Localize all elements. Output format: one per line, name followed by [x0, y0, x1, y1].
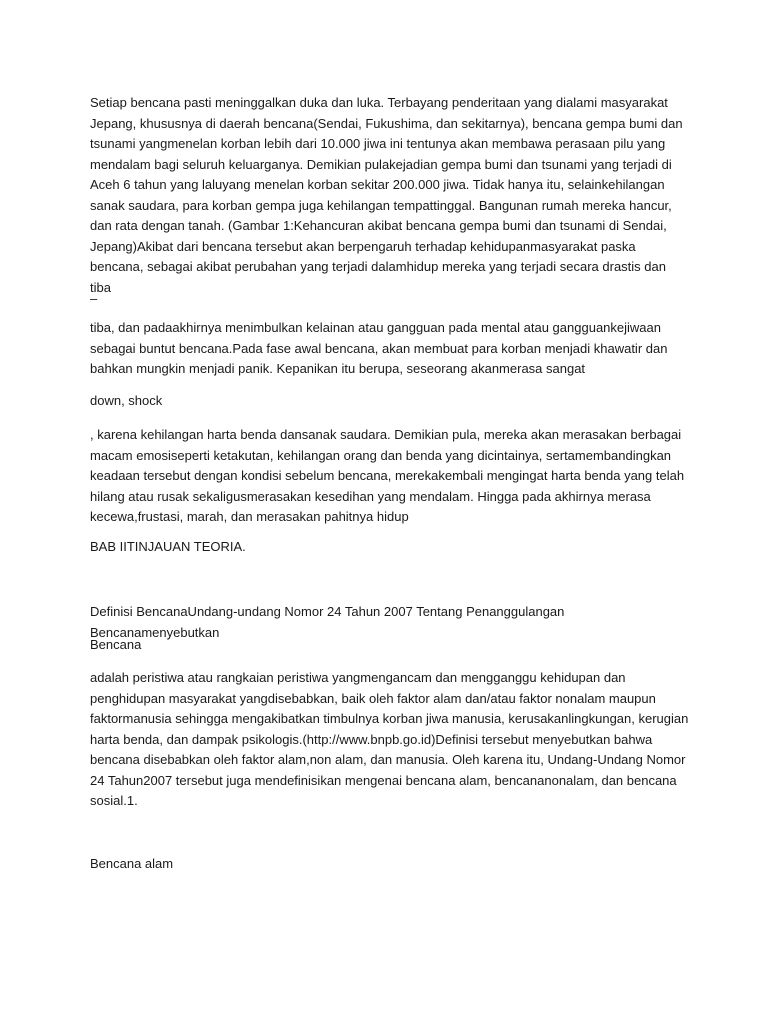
paragraph-term-bencana: Bencana [90, 637, 142, 652]
paragraph-mental-effects: tiba, dan padaakhirnya menimbulkan kelainan atau gangguan pada mental atau gangguankejiwaan sebagai buntut bencana.Pada fase awal bencana, akan membuat para korban menjadi khawatir dan bahkan mungkin menjadi panik. Kepanikan itu berupa, seseorang akanmerasa sangat [90, 320, 668, 376]
paragraph-definition: adalah peristiwa atau rangkaian peristiwa yangmengancam dan mengganggu kehidupan dan penghidupan masyarakat yangdisebabkan, baik oleh faktor alam dan/atau faktor nonalam maupun faktormanusia sehingga mengakibatkan timbulnya korban jiwa manusia, kerusakanlingkungan, kerugian harta benda, dan dampak psikologis.(http://www.bnpb.go.id)Definisi tersebut menyebutkan bahwa bencana disebabkan oleh faktor alam,non alam, dan manusia. Oleh karena itu, Undang-Undang Nomor 24 Tahun2007 tersebut juga mendefinisikan mengenai bencana alam, bencananonalam, dan bencana sosial.1. [90, 670, 689, 808]
paragraph-down-shock: down, shock [90, 393, 163, 408]
paragraph-definition-intro: Definisi BencanaUndang-undang Nomor 24 Tahun 2007 Tentang Penanggulangan Bencanamenyebutkan [90, 604, 565, 640]
paragraph-emotions: , karena kehilangan harta benda dansanak saudara. Demikian pula, mereka akan merasakan berbagai macam emosiseperti ketakutan, kehilangan orang dan benda yang dicintainya, sertamembandingkan keadaan tersebut dengan kondisi sebelum bencana, merekakembali mengingat harta benda yang telah hilang atau rusak sekaligusmerasakan kesedihan yang mendalam. Hingga pada akhirnya merasa kecewa,frustasi, marah, dan merasakan pahitnya hidup [90, 427, 685, 524]
paragraph-intro: Setiap bencana pasti meninggalkan duka dan luka. Terbayang penderitaan yang dialami masyarakat Jepang, khususnya di daerah bencana(Sendai, Fukushima, dan sekitarnya), bencana gempa bumi dan tsunami yangmenelan korban lebih dari 10.000 jiwa ini tentunya akan membawa perasaan pilu yang mendalam bagi seluruh keluarganya. Demikian pulakejadian gempa bumi dan tsunami yang terjadi di Aceh 6 tahun yang laluyang menelan korban sekitar 200.000 jiwa. Tidak hanya itu, selainkehilangan sanak saudara, para korban gempa juga kehilangan tempattinggal. Bangunan rumah mereka hancur, dan rata dengan tanah. (Gambar 1:Kehancuran akibat bencana gempa bumi dan tsunami di Sendai, Jepang)Akibat dari bencana tersebut akan berpengaruh terhadap kehidupanmasyarakat paska bencana, sebagai akibat perubahan yang terjadi dalamhidup mereka yang terjadi secara drastis dan tiba [90, 95, 683, 295]
paragraph-bencana-alam: Bencana alam [90, 856, 174, 871]
paragraph-dash: – [90, 291, 98, 306]
chapter-heading: BAB IITINJAUAN TEORIA. [90, 539, 246, 554]
